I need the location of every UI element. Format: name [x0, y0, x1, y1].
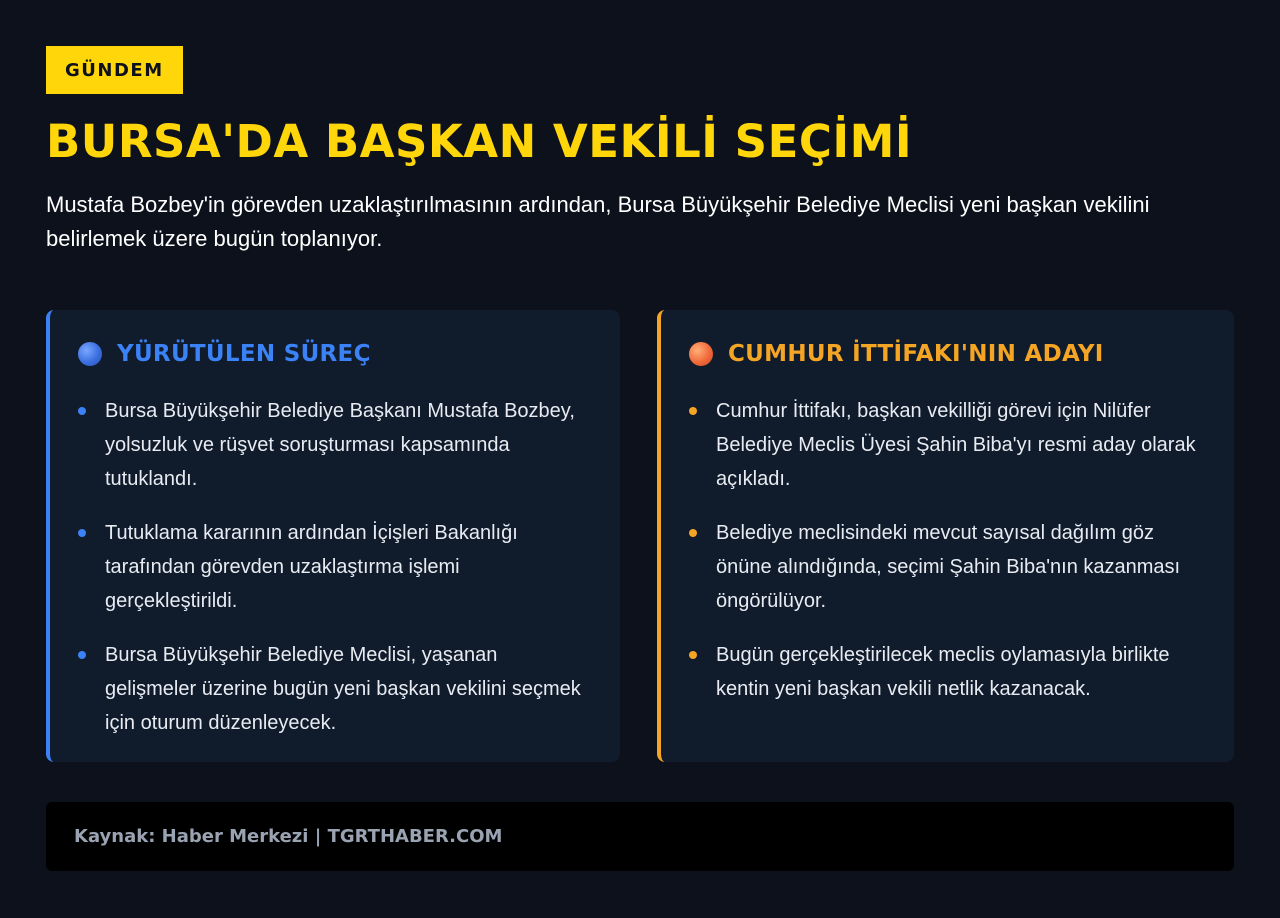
bullet-icon [689, 651, 697, 659]
candidate-card [657, 310, 1234, 762]
list-item-text: Belediye meclisindeki mevcut sayısal dağılım göz önüne alındığında, seçimi Şahin Biba'nın kazanması öngörülüyor. [716, 522, 1181, 612]
list-item-text: Bursa Büyükşehir Belediye Meclisi, yaşanan gelişmeler üzerine bugün yeni başkan vekilini seçmek için oturum düzenleyecek. [105, 644, 581, 734]
info-cards [46, 310, 1234, 762]
process-card-header [78, 338, 371, 370]
headline: BURSA'DA BAŞKAN VEKİLİ SEÇİMİ [46, 115, 913, 168]
list-item [689, 516, 1204, 618]
list-item-text: Bursa Büyükşehir Belediye Başkanı Mustafa Bozbey, yolsuzluk ve rüşvet soruşturması kapsamında tutuklandı. [105, 400, 575, 490]
bullet-icon [78, 407, 86, 415]
candidate-card-title: CUMHUR İTTİFAKI'NIN ADAYI [728, 341, 1104, 367]
list-item [689, 394, 1204, 496]
lead-text: Mustafa Bozbey'in görevden uzaklaştırılmasının ardından, Bursa Büyükşehir Belediye Meclisi yeni başkan vekilini belirlemek üzere bugün toplanıyor. [46, 192, 1150, 251]
blue-dot-icon [78, 342, 102, 366]
candidate-list [689, 394, 1204, 726]
process-card-title: YÜRÜTÜLEN SÜREÇ [117, 341, 371, 367]
process-card [46, 310, 620, 762]
source-footer: Kaynak: Haber Merkezi | TGRTHABER.COM [46, 802, 1234, 871]
list-item [78, 516, 593, 618]
bullet-icon [689, 407, 697, 415]
news-card [46, 46, 1234, 847]
orange-dot-icon [689, 342, 713, 366]
list-item [78, 394, 593, 496]
list-item-text: Tutuklama kararının ardından İçişleri Bakanlığı tarafından görevden uzaklaştırma işlemi gerçekleştirildi. [105, 522, 518, 612]
category-tag: GÜNDEM [46, 46, 183, 94]
bullet-icon [689, 529, 697, 537]
bullet-icon [78, 529, 86, 537]
candidate-card-header [689, 338, 1104, 370]
list-item [689, 638, 1204, 706]
bullet-icon [78, 651, 86, 659]
list-item-text: Cumhur İttifakı, başkan vekilliği görevi için Nilüfer Belediye Meclis Üyesi Şahin Biba'yı resmi aday olarak açıkladı. [716, 400, 1196, 490]
process-list [78, 394, 593, 760]
list-item-text: Bugün gerçekleştirilecek meclis oylamasıyla birlikte kentin yeni başkan vekili netlik kazanacak. [716, 644, 1170, 700]
list-item [78, 638, 593, 740]
